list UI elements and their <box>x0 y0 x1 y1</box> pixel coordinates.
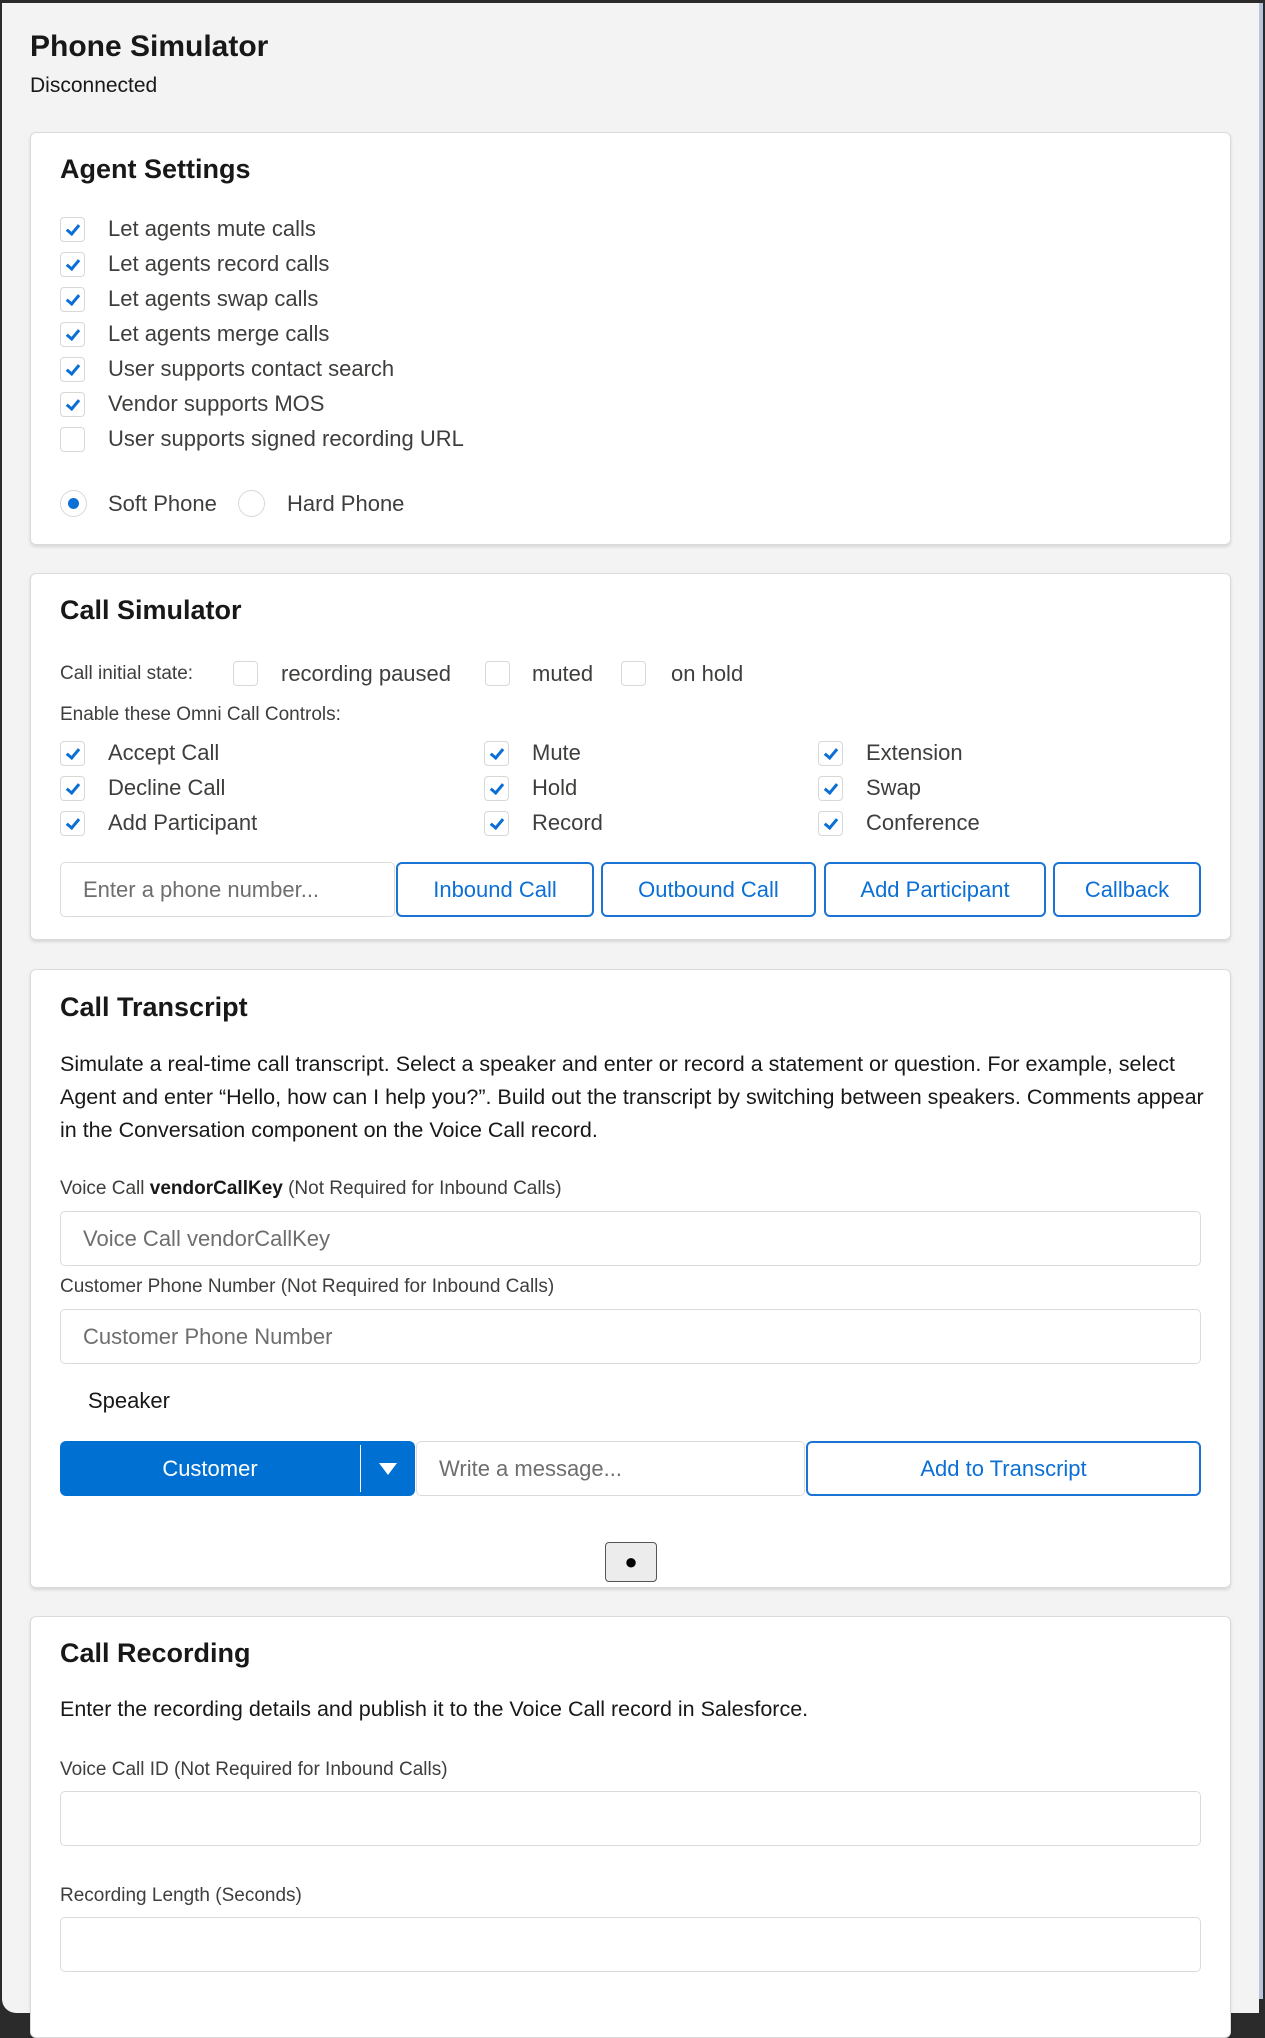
vendor-call-key-label-suffix: (Not Required for Inbound Calls) <box>282 1178 562 1199</box>
vendor-call-key-input[interactable] <box>60 1211 1201 1266</box>
speaker-divider <box>360 1445 361 1492</box>
label-hold: Hold <box>532 775 578 800</box>
label-mute: Mute <box>532 740 581 765</box>
label-swap-calls: Let agents swap calls <box>108 286 319 311</box>
page-title: Phone Simulator <box>30 30 269 63</box>
call-recording-title: Call Recording <box>60 1638 251 1668</box>
label-record: Record <box>532 810 603 835</box>
vendor-call-key-label-prefix: Voice Call <box>60 1178 150 1199</box>
record-button[interactable] <box>605 1542 657 1582</box>
label-record-calls: Let agents record calls <box>108 251 330 276</box>
checkbox-record-calls[interactable] <box>60 252 85 277</box>
agent-settings-title: Agent Settings <box>60 154 251 184</box>
label-swap: Swap <box>866 775 922 800</box>
checkbox-on-hold[interactable] <box>621 661 646 686</box>
label-contact-search: User supports contact search <box>108 356 395 381</box>
agent-settings-card <box>30 132 1231 545</box>
checkbox-decline-call[interactable] <box>60 776 85 801</box>
recording-description: Enter the recording details and publish it to the Voice Call record in Salesforce. <box>60 1697 809 1721</box>
checkbox-recording-paused[interactable] <box>233 661 258 686</box>
label-signed-recording-url: User supports signed recording URL <box>108 426 464 451</box>
checkbox-mute[interactable] <box>484 741 509 766</box>
label-soft-phone: Soft Phone <box>108 491 217 516</box>
checkbox-signed-recording-url[interactable] <box>60 427 85 452</box>
outbound-call-button[interactable]: Outbound Call <box>601 862 816 917</box>
checkbox-swap[interactable] <box>818 776 843 801</box>
voice-call-id-input[interactable] <box>60 1791 1201 1846</box>
speaker-select[interactable] <box>60 1441 415 1496</box>
checkbox-extension[interactable] <box>818 741 843 766</box>
label-hard-phone: Hard Phone <box>287 491 405 516</box>
label-merge-calls: Let agents merge calls <box>108 321 330 346</box>
radio-soft-phone[interactable] <box>60 490 87 517</box>
checkbox-swap-calls[interactable] <box>60 287 85 312</box>
label-accept-call: Accept Call <box>108 740 220 765</box>
connection-status: Disconnected <box>30 74 158 97</box>
checkbox-add-participant[interactable] <box>60 811 85 836</box>
radio-hard-phone[interactable] <box>238 490 265 517</box>
vendor-call-key-label <box>60 1178 562 1200</box>
label-on-hold: on hold <box>671 661 744 686</box>
speaker-label: Speaker <box>88 1388 170 1413</box>
checkbox-conference[interactable] <box>818 811 843 836</box>
customer-phone-placeholder: Customer Phone Number <box>83 1323 333 1349</box>
phone-number-input[interactable] <box>60 862 395 917</box>
checkbox-contact-search[interactable] <box>60 357 85 382</box>
add-to-transcript-button[interactable]: Add to Transcript <box>806 1441 1201 1496</box>
speaker-value: Customer <box>162 1455 258 1481</box>
recording-length-input[interactable] <box>60 1917 1201 1972</box>
message-input[interactable] <box>416 1441 805 1496</box>
call-simulator-card <box>30 573 1231 940</box>
chevron-down-icon[interactable] <box>379 1463 397 1475</box>
vendor-call-key-placeholder: Voice Call vendorCallKey <box>83 1225 331 1251</box>
checkbox-merge-calls[interactable] <box>60 322 85 347</box>
recording-length-label: Recording Length (Seconds) <box>60 1885 302 1906</box>
label-conference: Conference <box>866 810 980 835</box>
vendor-call-key-label-bold: vendorCallKey <box>149 1178 283 1199</box>
checkbox-vendor-mos[interactable] <box>60 392 85 417</box>
call-recording-card <box>30 1616 1231 2038</box>
message-placeholder: Write a message... <box>439 1455 622 1481</box>
customer-phone-label: Customer Phone Number (Not Required for Inbound Calls) <box>60 1276 555 1297</box>
window-edge <box>1259 3 1263 1999</box>
checkbox-record[interactable] <box>484 811 509 836</box>
call-transcript-title: Call Transcript <box>60 992 248 1022</box>
checkbox-mute-calls[interactable] <box>60 217 85 242</box>
label-decline-call: Decline Call <box>108 775 226 800</box>
add-participant-button[interactable]: Add Participant <box>824 862 1046 917</box>
label-vendor-mos: Vendor supports MOS <box>108 391 325 416</box>
callback-button[interactable]: Callback <box>1053 862 1201 917</box>
record-icon: ● <box>624 1549 638 1574</box>
checkbox-accept-call[interactable] <box>60 741 85 766</box>
voice-call-id-label: Voice Call ID (Not Required for Inbound Calls) <box>60 1759 448 1780</box>
inbound-call-button[interactable]: Inbound Call <box>396 862 594 917</box>
label-extension: Extension <box>866 740 963 765</box>
call-transcript-card <box>30 969 1231 1588</box>
customer-phone-input[interactable] <box>60 1309 1201 1364</box>
phone-number-placeholder: Enter a phone number... <box>83 876 320 902</box>
call-simulator-title: Call Simulator <box>60 595 242 625</box>
label-add-participant: Add Participant <box>108 810 258 835</box>
transcript-description: Simulate a real-time call transcript. Select a speaker and enter or record a statement or question. For example, select Agent and enter “Hello, how can I help you?”. Build out the transcript by switching between speakers. Comments appear in the Conversation component on the Voice Call record. <box>60 1052 1204 1142</box>
label-mute-calls: Let agents mute calls <box>108 216 316 241</box>
checkbox-muted[interactable] <box>485 661 510 686</box>
label-muted: muted <box>532 661 594 686</box>
label-recording-paused: recording paused <box>281 661 452 686</box>
checkbox-hold[interactable] <box>484 776 509 801</box>
initial-state-label: Call initial state: <box>60 663 194 684</box>
omni-controls-label: Enable these Omni Call Controls: <box>60 704 341 725</box>
